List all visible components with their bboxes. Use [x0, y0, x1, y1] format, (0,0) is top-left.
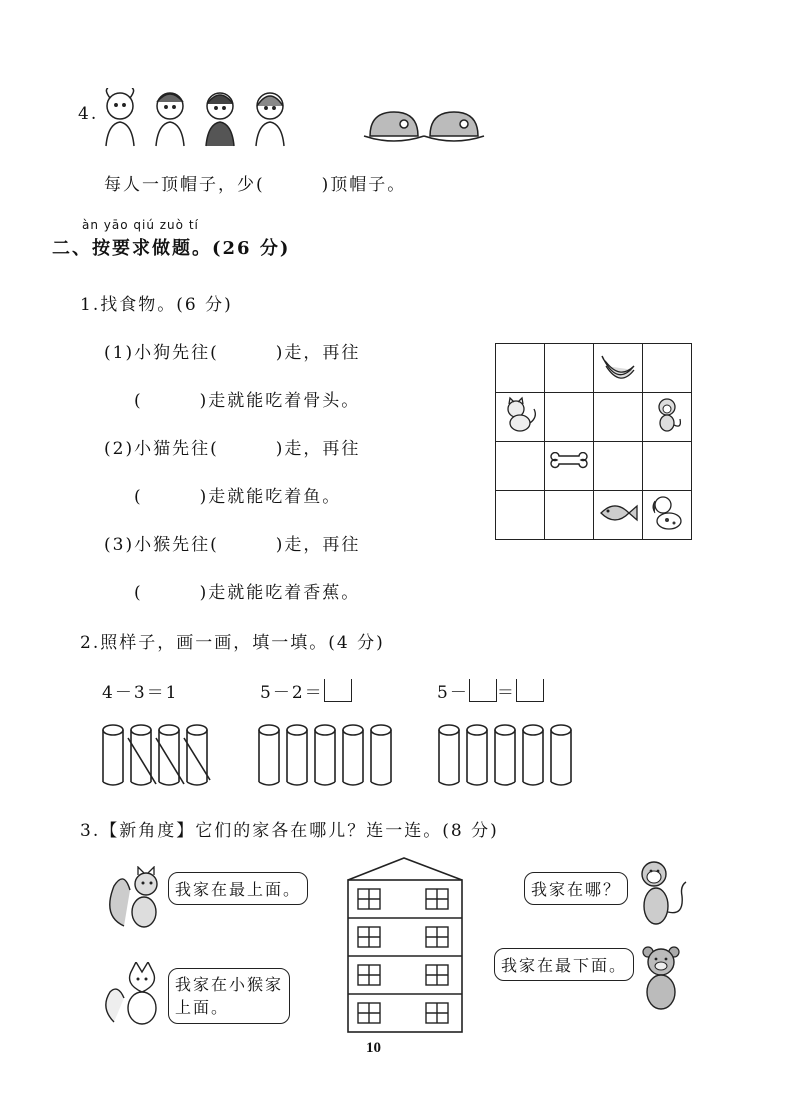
answer-box[interactable] — [516, 679, 544, 702]
girl-1 — [106, 88, 134, 146]
q2-eq-example: 4－3＝1 — [102, 683, 179, 703]
monkey-icon — [647, 395, 687, 435]
bear-speech-bubble: 我家在最下面。 — [494, 948, 634, 981]
q1-line-4: ( )走就能吃着鱼。 — [134, 487, 342, 507]
girls-illustration — [98, 88, 298, 150]
q1-line-2: ( )走就能吃着骨头。 — [134, 391, 361, 411]
cylinder-groups — [100, 720, 620, 792]
cat-icon — [500, 395, 540, 435]
q2-eq-2 — [260, 678, 352, 703]
banana-icon — [598, 346, 638, 386]
fox-speech-line-1: 我家在小猴家 — [175, 975, 284, 994]
q1-line-3: (2)小猫先往( )走，再往 — [104, 439, 361, 459]
squirrel-speech-bubble: 我家在最上面。 — [168, 872, 308, 905]
fox-icon — [100, 962, 172, 1030]
section-title: 二、按要求做题。(26 分) — [52, 238, 291, 259]
answer-box[interactable] — [324, 679, 352, 702]
q2-eq-2-text: 5－2＝ — [260, 683, 324, 703]
hat-1 — [364, 112, 424, 141]
q1-line-1: (1)小狗先往( )走，再往 — [104, 343, 361, 363]
section-pinyin: àn yāo qiú zuò tí — [82, 218, 199, 232]
page-number: 10 — [366, 1040, 381, 1056]
q1-line-5: (3)小猴先往( )走，再往 — [104, 535, 361, 555]
hat-2 — [424, 112, 484, 141]
dog-icon — [647, 493, 687, 533]
food-grid — [495, 343, 692, 540]
q4-number: 4. — [78, 104, 99, 124]
bone-icon — [549, 452, 589, 476]
girl-3 — [206, 93, 234, 146]
fish-icon — [597, 498, 639, 528]
q2-eq-3-equals: ＝ — [496, 683, 516, 703]
q2-title: 2.照样子，画一画，填一填。(4 分) — [80, 633, 385, 653]
monkey-icon — [630, 856, 690, 932]
q2-eq-3 — [437, 678, 544, 703]
q2-eq-3-text: 5－ — [437, 683, 469, 703]
fox-speech-line-2: 上面。 — [175, 998, 230, 1017]
girl-2 — [156, 93, 184, 146]
girl-4 — [256, 93, 284, 146]
bear-icon — [636, 944, 688, 1012]
fox-speech-bubble — [168, 968, 290, 1024]
squirrel-icon — [104, 866, 168, 934]
building — [346, 856, 466, 1034]
monkey-speech-bubble: 我家在哪？ — [524, 872, 628, 905]
cylinder-group-2 — [259, 725, 391, 785]
hats-illustration — [360, 108, 490, 144]
building-roof — [348, 858, 462, 880]
q1-title: 1.找食物。(6 分) — [80, 295, 233, 315]
q3-title: 3.【新角度】它们的家各在哪儿？连一连。(8 分) — [80, 821, 499, 841]
cylinder-group-example — [103, 725, 210, 785]
q1-line-6: ( )走就能吃着香蕉。 — [134, 583, 361, 603]
cylinder-group-3 — [439, 725, 571, 785]
q4-text: 每人一顶帽子，少( )顶帽子。 — [104, 175, 407, 195]
answer-box[interactable] — [469, 679, 497, 702]
